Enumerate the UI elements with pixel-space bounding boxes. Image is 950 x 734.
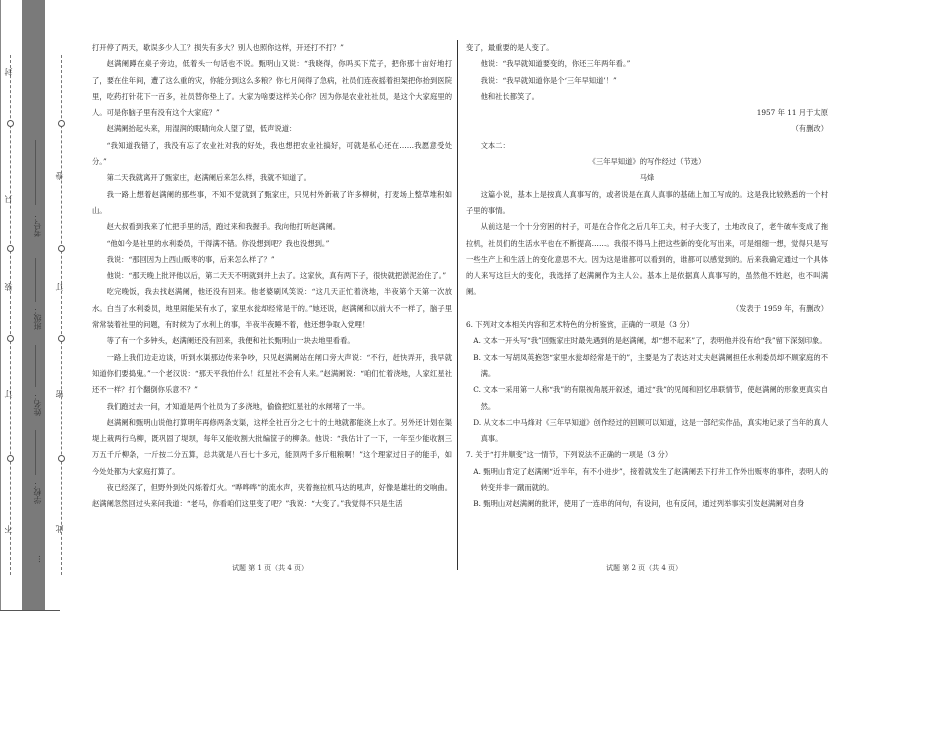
left-paragraph: 第二天我就离开了甄家庄，赵满阑后来怎么样，我就不知道了。 bbox=[106, 173, 311, 183]
inner-seal-char-1: 卷 bbox=[55, 172, 64, 180]
exam-number-label: 考号： bbox=[33, 213, 42, 237]
outer-ring-4 bbox=[7, 455, 14, 462]
seal-char-1: 封 bbox=[4, 68, 13, 76]
left-paragraph: 我一路上想着赵满阑的那些事，不知不觉就到了甄家庄，只见村外新栽了许多柳树，打麦场上整草堆积如山。 bbox=[92, 189, 452, 215]
left-paragraph: 赵满阑抬起头来，用湿润的眼睛向众人望了望，低声说道： bbox=[106, 124, 297, 134]
binding-bottom-line bbox=[0, 610, 60, 611]
inner-seal-char-4: 此 bbox=[55, 525, 64, 533]
left-paragraph: 等了有一个多钟头，赵满阑还没有回来，我便和社长甄明山一块去地里看看。 bbox=[106, 336, 355, 346]
class-underline[interactable] bbox=[35, 258, 36, 302]
outer-ring-3 bbox=[7, 335, 14, 342]
left-paragraph: “他如今是社里的水利委员，干得满不错。你没想到吧？我也没想到。” bbox=[106, 238, 330, 248]
left-paragraph: 我们跑过去一问，才知道是两个社员为了多浇地，偷偷把红星社的水闸堵了一半。 bbox=[106, 401, 370, 411]
name-underline[interactable] bbox=[35, 345, 36, 387]
right-paragraph: 他说：“我早就知道要变的，你还三年两年看。” bbox=[480, 59, 631, 69]
edit-note: （有删改） bbox=[791, 124, 828, 134]
left-paragraph: 一路上我们边走边谈，听到水渠那边传来争吵，只见赵满阑站在闸口旁大声说：“不行，赶快弄开，我早就知道你们要捣鬼。”一个老汉说：“那天平我怕什么！红星社不会有人来。”赵满阑说：“咱们忙着浇地，人家红星社还不一样？打个翻倒你乐意不？” bbox=[92, 352, 452, 395]
inner-seal-char-2: 订 bbox=[55, 283, 64, 291]
text-two-heading: 文本二： bbox=[480, 140, 510, 150]
inner-ring-4 bbox=[58, 455, 65, 462]
right-page-column bbox=[466, 40, 828, 513]
column-divider bbox=[457, 40, 458, 570]
binding-dots: … bbox=[33, 555, 42, 563]
question-6-option-b[interactable]: B. 文本一写胡凤英抱怨“家里水瓮却经常是干的”，主要是为了表达对丈夫赵满阑担任水利委员却不顾家庭的不满。 bbox=[473, 352, 828, 378]
question-7-stem: 7. 关于“打井顺变”这一情节，下列说法不正确的一项是（3 分） bbox=[466, 450, 673, 460]
left-paragraph: 赵大叔看到我来了忙把手里的活，跑过来和我握手。我向他打听赵满阑。 bbox=[106, 222, 341, 232]
inner-ring-1 bbox=[58, 120, 65, 127]
seal-char-5: 不 bbox=[4, 525, 13, 533]
article-author: 马烽 bbox=[639, 173, 655, 183]
left-paragraph: 打开停了两天，歇误多少人工？损失有多大？别人也照你这样，开还打不打？” bbox=[92, 43, 344, 52]
right-paragraph: 变了，最重要的是人变了。 bbox=[466, 43, 554, 52]
left-paragraph: 夜已经深了，但野外到处闪烁着灯火。“哗哗哗”的流水声，夹着拖拉机马达的吼声，好像是雄壮的交响曲。赵满阑忽然回过头来问我道：“老马，你看咱们这里变了吧？”我说：“大变了。”我觉得不只是生活 bbox=[92, 483, 452, 509]
publish-note: （发表于 1959 年，有删改） bbox=[731, 303, 828, 313]
left-page-column bbox=[92, 40, 452, 513]
left-paragraph: 我说：“那回因为上西山贩枣的事，后来怎么样了？” bbox=[106, 254, 275, 264]
inner-seal-char-3: 密 bbox=[55, 390, 64, 398]
left-paragraph: 赵满阑蹲在桌子旁边，低着头一句话也不说。甄明山又说：“我晓得，你吗买下荒子，把你那十亩好地打了，要在住年间，遭了这么重的灾，你能分到这么多粮？你七月间得了急病，社员们连夜摇着担架把你抬到医院里，吃药打针花下一百多，社员替你垫上了。大家为啥要这样关心你？因为你是农业社社员，是这个大家庭里的人。可是你脑子里有没有这个大家庭？” bbox=[92, 59, 452, 118]
date-line: 1957 年 11 月于太原 bbox=[756, 108, 828, 118]
question-7-option-a[interactable]: A. 甄明山肯定了赵满阑“近半年，有不小进步”，接着就发生了赵满阑丢下打井工作外出贩枣的事件，表明人的转变并非一蹴而就的。 bbox=[473, 466, 828, 493]
right-paragraph: 从前这是一个十分穷困的村子，可是在合作化之后几年工夫，村子大变了，土地改良了，老牛破车变成了拖拉机，社员们的生活水平也在不断提高……。我很不得马上把这些新的变化写出来，可是细细一想，觉得只是写一些生产上和生活上的变化意思不大。因为这是谁都可以看到的，谁都可以感觉到的。后来我确定通过一个具体的人来写这巨大的变化，我选择了赵满阑作为主人公。基本上是依据真人真事写的，虽然他不姓赵，也不叫满阑。 bbox=[466, 222, 828, 297]
school-underline[interactable] bbox=[35, 430, 36, 475]
name-label: 姓名： bbox=[33, 392, 42, 416]
right-paragraph: 我说：“我早就知道你是个‘三年早知道’！” bbox=[480, 75, 617, 85]
seal-char-3: 装 bbox=[4, 283, 13, 291]
question-7-option-b[interactable]: B. 甄明山对赵满阑的批评，使用了一连串的问句，有设问，也有反问，通过列举事实引发赵满阑对自身 bbox=[473, 499, 805, 509]
seal-char-4: 订 bbox=[4, 390, 13, 398]
article-title: 《三年早知道》的写作经过（节选） bbox=[588, 157, 706, 167]
page-2-footer: 试题 第 2 页（共 4 页） bbox=[606, 564, 683, 572]
inner-ring-3 bbox=[58, 335, 65, 342]
question-6-option-c[interactable]: C. 文本一采用第一人称“我”的有限视角展开叙述，通过“我”的见闻和回忆串联情节，使赵满阑的形象更真实自然。 bbox=[473, 385, 828, 411]
page-1-footer: 试题 第 1 页（共 4 页） bbox=[232, 564, 309, 572]
school-label: 学校： bbox=[33, 480, 42, 504]
question-6-option-d[interactable]: D. 从文本二中马烽对《三年早知道》创作经过的回顾可以知道，这是一部纪实作品，真实地记录了当年的真人真事。 bbox=[473, 417, 828, 444]
left-paragraph: 赵满阑和甄明山说他打算明年再修两条支渠，这样全社百分之七十的土地就都能浇上水了。另外还计划在渠堤上栽两行乌柳，既巩固了堤坝，每年又能收割大批编筐子的柳条。他说：“我估计了一下，一年至少能收割三万五千斤柳条，一斤按二分五算，总共就是八百七十多元，能顶两千多斤粗粮啊！”这个理家过日子的能手，如今处处都为大家庭打算了。 bbox=[92, 417, 452, 476]
question-6-option-a[interactable]: A. 文本一开头写“我”回甄家庄时最先遇到的是赵满阑，却“想不起来”了，表明他并没有给“我”留下深刻印象。 bbox=[473, 336, 827, 346]
right-paragraph: 他和社长都笑了。 bbox=[480, 91, 539, 101]
left-paragraph: “我知道我错了，我没有忘了农业社对我的好处，我也想把农业社搞好，可就是私心还在……我愿意受处分。” bbox=[92, 140, 452, 167]
outer-ring-2 bbox=[7, 245, 14, 252]
class-label: 班级： bbox=[33, 306, 42, 330]
outer-seal-dash-line bbox=[10, 55, 11, 575]
outer-ring-1 bbox=[7, 120, 14, 127]
left-paragraph: 吃完晚饭，我去找赵满阑，他还没有回来。他老婆刷风笑说：“这几天正忙着浇地，半夜第个天第一次放水。白当了水利委员，地里闹能呆有水了，家里水瓮却经常是干的。”她还说，赵满阑和以前大不一样了，脑子里常常装着社里的问题，有时候为了水利上的事，半夜半夜睡不着，他还想争取入党哩！ bbox=[92, 287, 452, 330]
binding-edge-line bbox=[0, 0, 1, 610]
binding-strip bbox=[22, 0, 45, 610]
exam-number-underline[interactable] bbox=[35, 140, 36, 205]
seal-char-2: 只 bbox=[4, 195, 13, 203]
inner-seal-dash-line bbox=[61, 55, 62, 575]
left-paragraph: 他说：“那天晚上批评他以后，第二天天不明就到井上去了。这家伙，真有两下子，很快就把淤泥治住了。” bbox=[106, 271, 447, 281]
inner-ring-2 bbox=[58, 245, 65, 252]
right-paragraph: 这篇小说，基本上是按真人真事写的，或者说是在真人真事的基础上加工写成的。这是我比较熟悉的一个村子里的事情。 bbox=[466, 189, 828, 215]
question-6-stem: 6. 下列对文本相关内容和艺术特色的分析鉴赏，正确的一项是（3 分） bbox=[466, 320, 694, 330]
